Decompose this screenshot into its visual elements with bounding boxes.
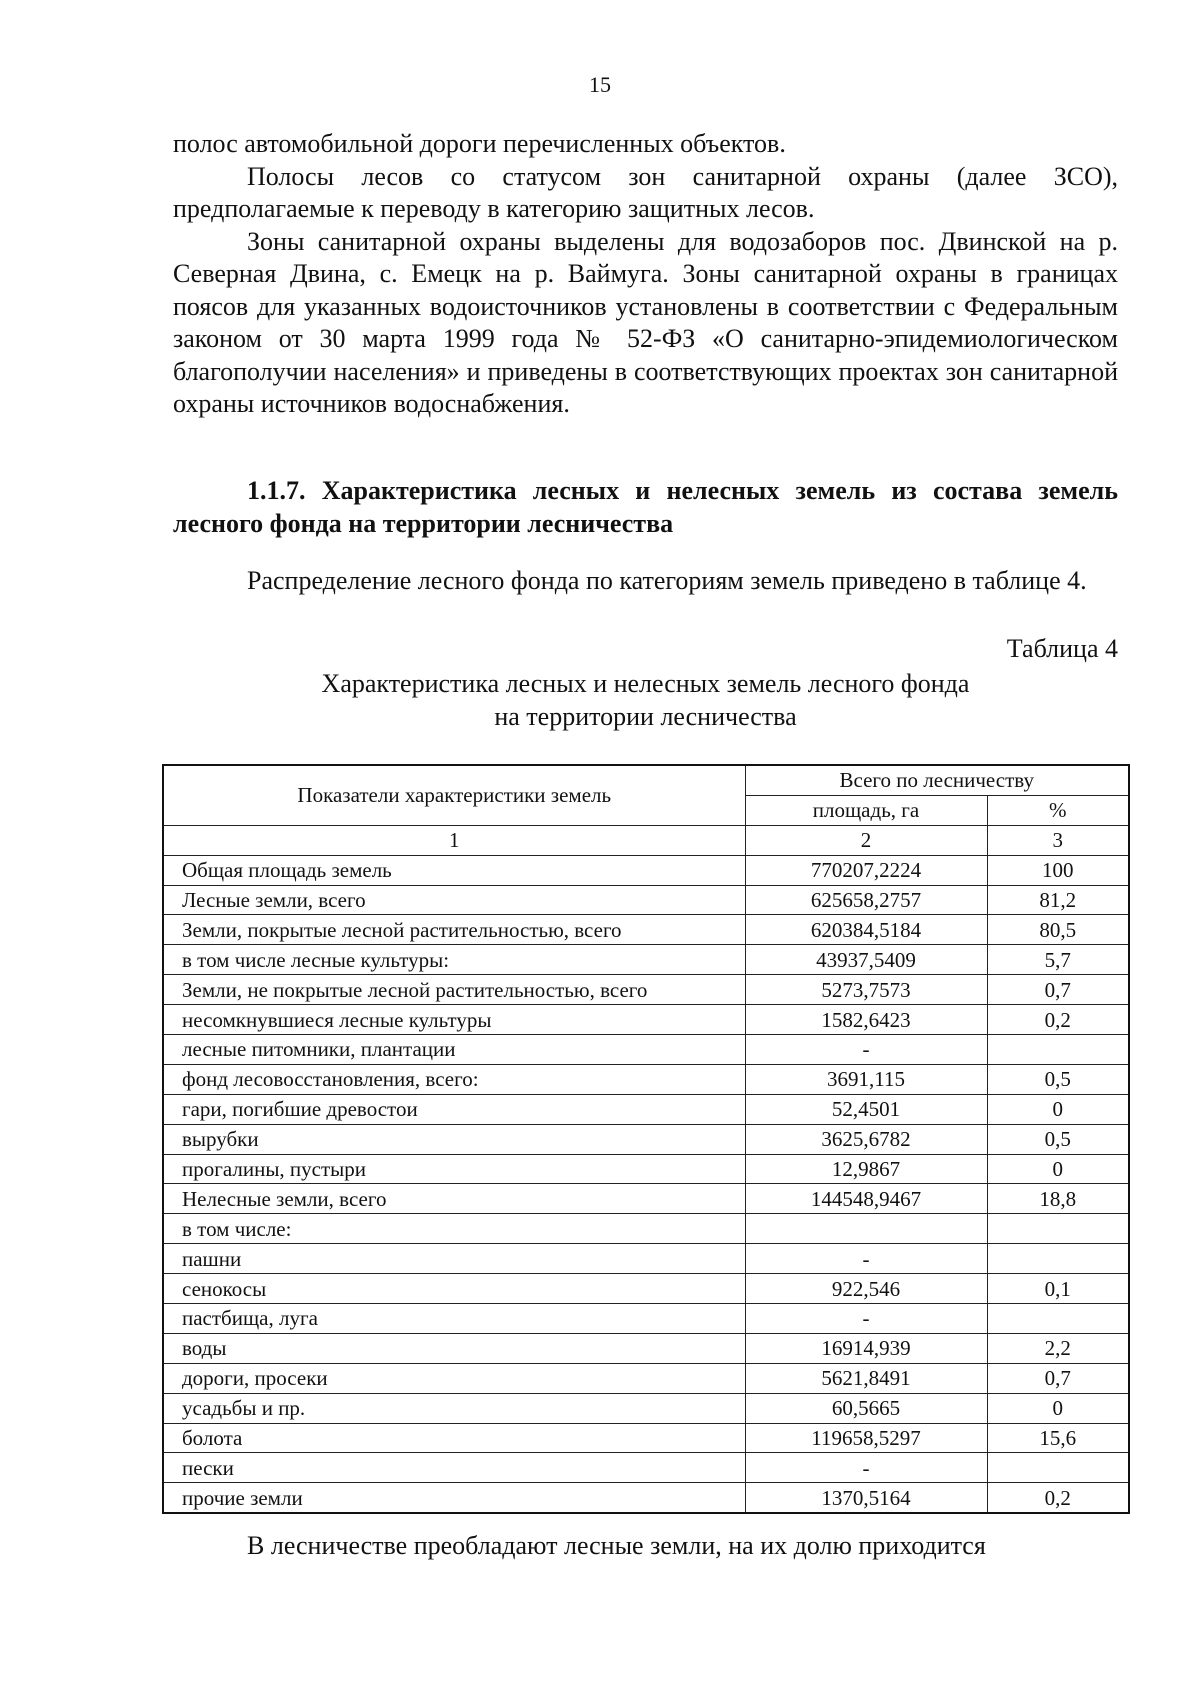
row-area: 620384,5184 bbox=[745, 915, 987, 945]
table-label: Таблица 4 bbox=[1006, 634, 1118, 663]
row-area: 3625,6782 bbox=[745, 1124, 987, 1154]
row-name: дороги, просеки bbox=[163, 1363, 745, 1393]
row-area: 60,5665 bbox=[745, 1393, 987, 1423]
table-row bbox=[163, 1214, 1129, 1244]
table-row bbox=[163, 855, 1129, 885]
table-row bbox=[163, 1423, 1129, 1453]
row-name: Земли, покрытые лесной растительностью, всего bbox=[163, 915, 745, 945]
table-row bbox=[163, 1124, 1129, 1154]
row-name: лесные питомники, плантации bbox=[163, 1035, 745, 1065]
row-percent: 0,7 bbox=[987, 975, 1129, 1005]
header-area: площадь, га bbox=[745, 795, 987, 825]
row-area: 3691,115 bbox=[745, 1064, 987, 1094]
body-text-top bbox=[173, 128, 1118, 421]
row-percent: 5,7 bbox=[987, 945, 1129, 975]
table-row bbox=[163, 975, 1129, 1005]
row-area: - bbox=[745, 1304, 987, 1334]
row-name: фонд лесовосстановления, всего: bbox=[163, 1064, 745, 1094]
row-area: - bbox=[745, 1453, 987, 1483]
column-number-3: 3 bbox=[987, 825, 1129, 855]
row-name: гари, погибшие древостои bbox=[163, 1094, 745, 1124]
row-percent: 18,8 bbox=[987, 1184, 1129, 1214]
land-characteristics-table bbox=[162, 764, 1130, 1514]
row-area: 922,546 bbox=[745, 1274, 987, 1304]
row-percent: 100 bbox=[987, 855, 1129, 885]
column-number-1: 1 bbox=[163, 825, 745, 855]
row-percent: 0 bbox=[987, 1154, 1129, 1184]
row-name: усадьбы и пр. bbox=[163, 1393, 745, 1423]
table-row bbox=[163, 1035, 1129, 1065]
row-percent: 0,1 bbox=[987, 1274, 1129, 1304]
row-percent: 0 bbox=[987, 1393, 1129, 1423]
table-row bbox=[163, 1154, 1129, 1184]
table-row bbox=[163, 1064, 1129, 1094]
row-percent bbox=[987, 1453, 1129, 1483]
table-row bbox=[163, 1304, 1129, 1334]
row-area: 5273,7573 bbox=[745, 975, 987, 1005]
table-body bbox=[163, 855, 1129, 1513]
paragraph-zso: Полосы лесов со статусом зон санитарной охраны (далее ЗСО), предполагаемые к переводу в категорию защитных лесов. bbox=[173, 161, 1118, 223]
row-percent: 0,2 bbox=[987, 1005, 1129, 1035]
row-name: в том числе лесные культуры: bbox=[163, 945, 745, 975]
table-row bbox=[163, 885, 1129, 915]
row-percent: 15,6 bbox=[987, 1423, 1129, 1453]
header-percent: % bbox=[987, 795, 1129, 825]
header-indicator: Показатели характеристики земель bbox=[163, 765, 745, 825]
closing-text: В лесничестве преобладают лесные земли, на их долю приходится bbox=[247, 1531, 986, 1560]
row-area: 119658,5297 bbox=[745, 1423, 987, 1453]
table-row bbox=[163, 1094, 1129, 1124]
row-name: несомкнувшиеся лесные культуры bbox=[163, 1005, 745, 1035]
row-name: пески bbox=[163, 1453, 745, 1483]
table-row bbox=[163, 1274, 1129, 1304]
paragraph-continuation: полос автомобильной дороги перечисленных объектов. bbox=[173, 129, 786, 158]
row-area: 5621,8491 bbox=[745, 1363, 987, 1393]
row-percent: 80,5 bbox=[987, 915, 1129, 945]
row-name: Земли, не покрытые лесной растительностью, всего bbox=[163, 975, 745, 1005]
row-percent: 0,5 bbox=[987, 1124, 1129, 1154]
row-area: 1582,6423 bbox=[745, 1005, 987, 1035]
row-percent bbox=[987, 1304, 1129, 1334]
row-percent bbox=[987, 1244, 1129, 1274]
row-percent: 0,2 bbox=[987, 1483, 1129, 1513]
row-name: Общая площадь земель bbox=[163, 855, 745, 885]
page-number: 15 bbox=[589, 72, 611, 97]
row-area: 625658,2757 bbox=[745, 885, 987, 915]
row-percent: 81,2 bbox=[987, 885, 1129, 915]
row-name: болота bbox=[163, 1423, 745, 1453]
row-area: 52,4501 bbox=[745, 1094, 987, 1124]
row-name: сенокосы bbox=[163, 1274, 745, 1304]
table-row bbox=[163, 1453, 1129, 1483]
column-number-2: 2 bbox=[745, 825, 987, 855]
row-name: в том числе: bbox=[163, 1214, 745, 1244]
row-area: 770207,2224 bbox=[745, 855, 987, 885]
table-row bbox=[163, 945, 1129, 975]
table-row bbox=[163, 1393, 1129, 1423]
row-area: - bbox=[745, 1244, 987, 1274]
row-name: воды bbox=[163, 1333, 745, 1363]
row-name: пашни bbox=[163, 1244, 745, 1274]
row-percent bbox=[987, 1214, 1129, 1244]
table-row bbox=[163, 1333, 1129, 1363]
row-area: 12,9867 bbox=[745, 1154, 987, 1184]
row-area: 1370,5164 bbox=[745, 1483, 987, 1513]
row-area: 144548,9467 bbox=[745, 1184, 987, 1214]
table-intro: Распределение лесного фонда по категориям земель приведено в таблице 4. bbox=[247, 566, 1087, 595]
row-percent bbox=[987, 1035, 1129, 1065]
table-caption bbox=[173, 668, 1118, 733]
table-row bbox=[163, 915, 1129, 945]
table-caption-line-1: Характеристика лесных и нелесных земель лесного фонда bbox=[321, 669, 970, 698]
table-row bbox=[163, 1184, 1129, 1214]
table-row bbox=[163, 1363, 1129, 1393]
table-row bbox=[163, 1005, 1129, 1035]
paragraph-sanitary-zones: Зоны санитарной охраны выделены для водозаборов пос. Двинской на р. Северная Двина, с. Емецк на р. Ваймуга. Зоны санитарной охраны в границах поясов для указанных водоисточников установлены в соответствии с Федеральным законом от 30 марта 1999 года № 52-ФЗ «О санитарно-эпидемиологическом благополучии населения» и приведены в соответствующих проектах зон санитарной охраны источников водоснабжения. bbox=[173, 226, 1118, 418]
table-row bbox=[163, 1483, 1129, 1513]
row-percent: 0 bbox=[987, 1094, 1129, 1124]
row-area: - bbox=[745, 1035, 987, 1065]
row-name: прочие земли bbox=[163, 1483, 745, 1513]
row-percent: 2,2 bbox=[987, 1333, 1129, 1363]
row-area: 43937,5409 bbox=[745, 945, 987, 975]
row-percent: 0,7 bbox=[987, 1363, 1129, 1393]
row-area bbox=[745, 1214, 987, 1244]
row-name: пастбища, луга bbox=[163, 1304, 745, 1334]
table-row bbox=[163, 1244, 1129, 1274]
row-area: 16914,939 bbox=[745, 1333, 987, 1363]
row-name: Лесные земли, всего bbox=[163, 885, 745, 915]
header-total: Всего по лесничеству bbox=[745, 765, 1129, 795]
row-name: Нелесные земли, всего bbox=[163, 1184, 745, 1214]
table-caption-line-2: на территории лесничества bbox=[494, 701, 797, 731]
row-name: вырубки bbox=[163, 1124, 745, 1154]
row-name: прогалины, пустыри bbox=[163, 1154, 745, 1184]
section-heading: 1.1.7. Характеристика лесных и нелесных земель из состава земель лесного фонда на территории лесничества bbox=[173, 476, 1118, 538]
row-percent: 0,5 bbox=[987, 1064, 1129, 1094]
